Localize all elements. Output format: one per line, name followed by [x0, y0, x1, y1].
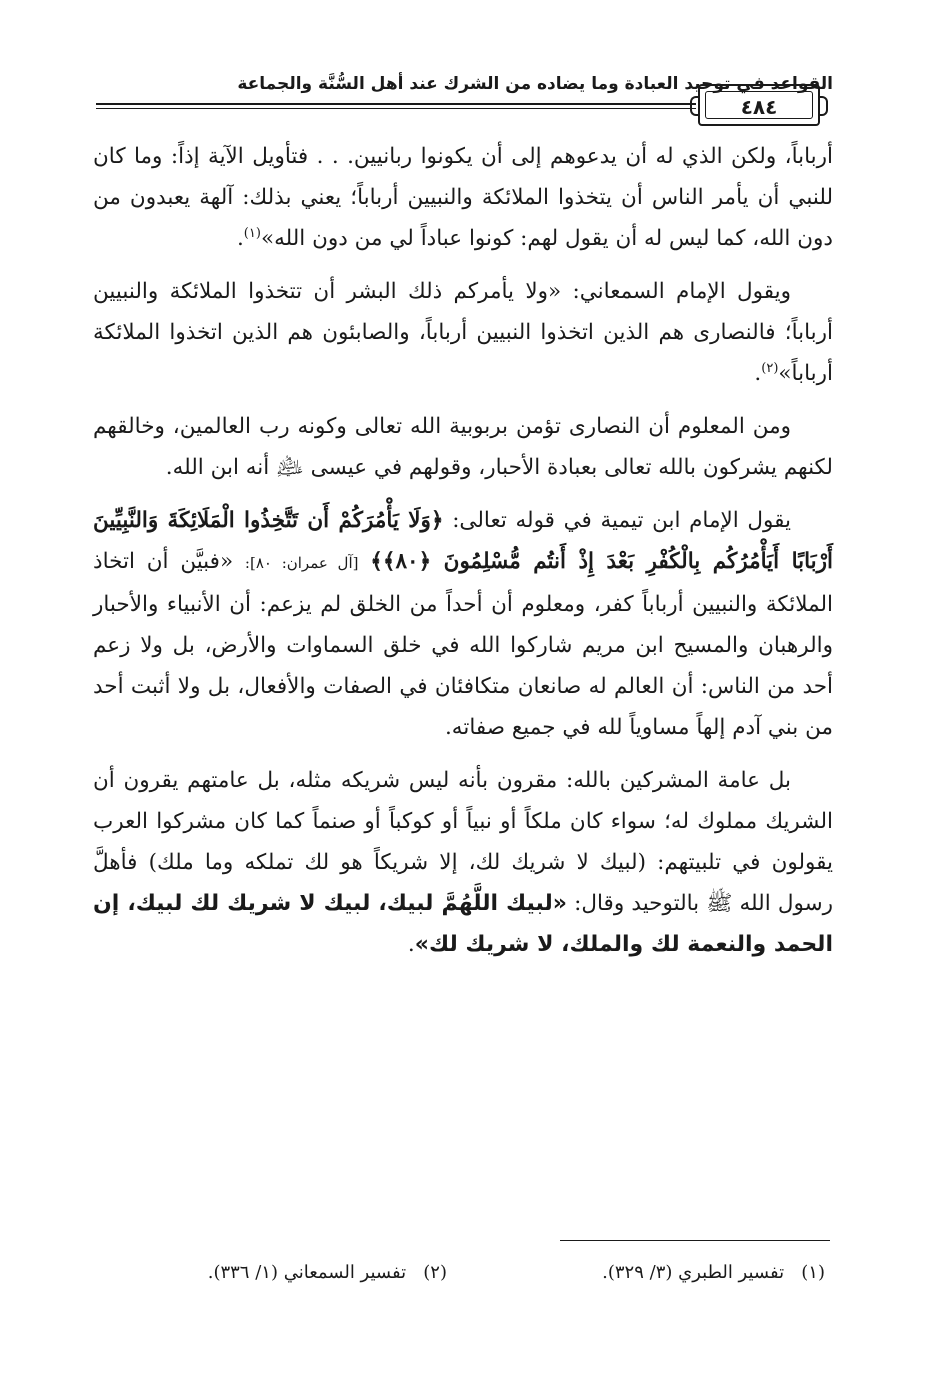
paragraph-text: «فبيَّن أن اتخاذ الملائكة والنبيين أرباباً كفر، ومعلوم أن أحداً من الخلق لم يزعم: أن الأنبياء والأحبار والرهبان والمسيح ابن مريم شاركوا الله في خلق السماوات والأرض، بل ولا زعم أحد من الناس: أن العالم له صانعان متكافئان في الصفات والأفعال، بل ولا أثبت أحد من بني آدم إلهاً مساوياً لله في جميع صفاته.: [93, 549, 833, 740]
footnote-number: (١): [801, 1262, 825, 1283]
talbiyah-quote: «لبيك اللَّهُمَّ لبيك، لبيك لا شريك لك لبيك، إن الحمد والنعمة لك والملك، لا شريك لك»: [93, 891, 833, 957]
footnote-text: تفسير الطبري (٣/ ٣٢٩).: [602, 1262, 785, 1283]
paragraph-text: ويقول الإمام السمعاني: «ولا يأمركم ذلك البشر أن تتخذوا الملائكة والنبيين أرباباً؛ فالنصارى هم الذين اتخذوا النبيين أرباباً، والصابئون هم الذين اتخذوا الملائكة أرباباً»: [93, 279, 833, 386]
paragraph-text: أرباباً، ولكن الذي له أن يدعوهم إلى أن يكونوا ربانيين. . . فتأويل الآية إذاً: وما كان للنبي أن يأمر الناس أن يتخذوا الملائكة والنبيين أرباباً؛ يعني بذلك: آلهة يعبدون من دون الله، كما ليس له أن يقول لهم: كونوا عباداً لي من دون الله»: [93, 144, 833, 251]
header-rule: [96, 103, 696, 105]
paragraph-ending: .: [754, 361, 762, 386]
paragraph-text: بل عامة المشركين بالله: مقرون بأنه ليس شريكه مثله، بل عامتهم يقرون أن الشريك مملوك له؛ سواء كان ملكاً أو نبياً أو كوكباً أو صنماً كما كان مشركوا العرب يقولون في تلبيتهم: (لبيك لا شريك لك، إلا شريكاً هو لك تملكه وما ملك) فأهلَّ رسول الله ﷺ بالتوحيد وقال:: [93, 768, 833, 916]
footnote-2: [208, 1262, 447, 1283]
footnote-mark: (١): [243, 225, 261, 241]
paragraph-ibn-taymiyyah: [93, 500, 833, 748]
verse-reference: [آل عمران: ٨٠]:: [244, 554, 359, 572]
paragraph-ending: .: [407, 932, 415, 957]
footnote-mark: (٢): [761, 360, 779, 376]
paragraph-tabari-quote: [93, 136, 833, 259]
footnote-1: [602, 1262, 825, 1283]
frame-ornament-right: [818, 96, 828, 116]
footnote-number: (٢): [423, 1262, 447, 1283]
body-text: [93, 136, 833, 965]
paragraph-intro: يقول الإمام ابن تيمية في قوله تعالى:: [452, 508, 791, 533]
paragraph-christians: [93, 406, 833, 488]
paragraph-samani-quote: [93, 271, 833, 394]
header-rule-thin: [96, 108, 696, 109]
footnote-rule: [560, 1240, 830, 1241]
page-number-frame: [698, 84, 820, 126]
running-title: القواعد في توحيد العبادة وما يضاده من الشرك عند أهل السُّنَّة والجماعة: [237, 74, 833, 94]
paragraph-ending: .: [236, 226, 244, 251]
frame-ornament-left: [690, 96, 700, 116]
quran-verse: ﴿وَلَا يَأْمُرَكُمْ أَن تَتَّخِذُوا الْمَلَائِكَةَ وَالنَّبِيِّينَ أَرْبَابًا أَيَأْمُرُكُم بِالْكُفْرِ بَعْدَ إِذْ أَنتُم مُّسْلِمُونَ ﴿٨٠﴾﴾: [93, 508, 834, 574]
page-number: ٤٨٤: [740, 95, 778, 119]
paragraph-talbiyah: [93, 760, 833, 965]
page-number-inner-frame: [705, 91, 813, 119]
paragraph-text: ومن المعلوم أن النصارى تؤمن بربوبية الله تعالى وكونه رب العالمين، وخالقهم لكنهم يشركون بالله تعالى بعبادة الأحبار، وقولهم في عيسى ﵇ أنه ابن الله.: [93, 414, 833, 480]
footnote-text: تفسير السمعاني (١/ ٣٣٦).: [207, 1262, 407, 1283]
